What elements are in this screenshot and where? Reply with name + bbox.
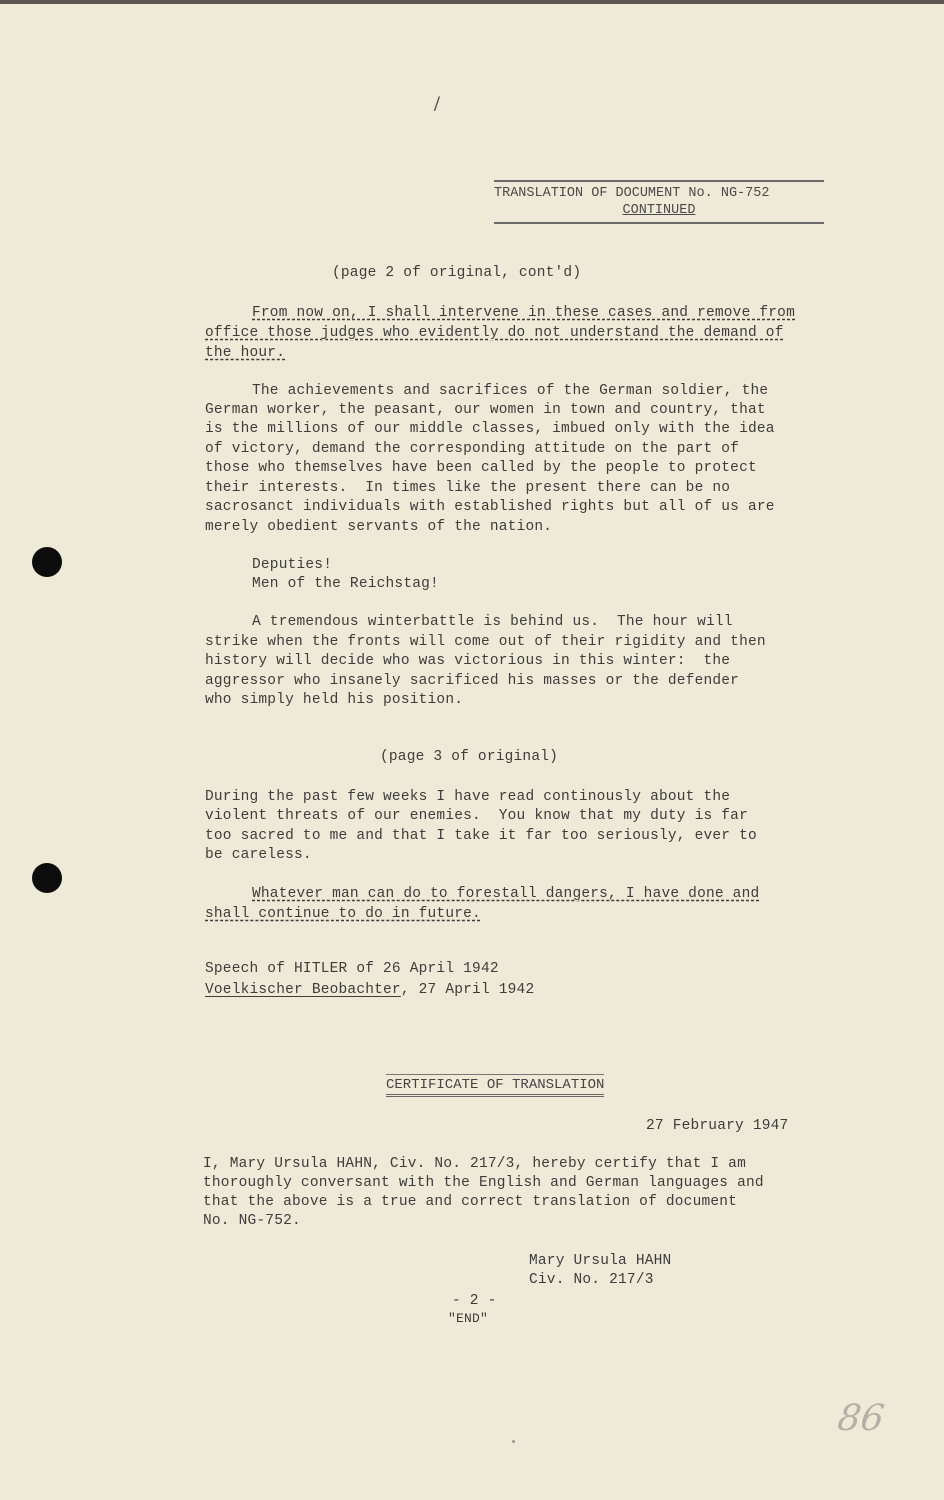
address-line: Men of the Reichstag! bbox=[252, 576, 439, 592]
para3-line: who simply held his position. bbox=[205, 692, 464, 708]
para3-line: history will decide who was victorious in this winter: the bbox=[205, 653, 731, 669]
para5-line: Whatever man can do to forestall dangers, I have done and bbox=[252, 886, 760, 902]
signer-civ-number: Civ. No. 217/3 bbox=[529, 1272, 654, 1288]
certificate-title: CERTIFICATE OF TRANSLATION bbox=[386, 1074, 604, 1097]
para2-line: is the millions of our middle classes, imbued only with the idea bbox=[205, 421, 775, 437]
source-line bbox=[205, 981, 534, 1001]
certificate-body-line: that the above is a true and correct translation of document bbox=[203, 1194, 738, 1210]
header-continued: CONTINUED bbox=[622, 203, 696, 218]
para3-line: A tremendous winterbattle is behind us. The hour will bbox=[252, 614, 733, 630]
para2-line: The achievements and sacrifices of the German soldier, the bbox=[252, 383, 769, 399]
page-reference: (page 3 of original) bbox=[380, 749, 559, 765]
para2-line: those who themselves have been called by the people to protect bbox=[205, 460, 757, 476]
pencil-mark: / bbox=[430, 95, 445, 117]
para2-line: of victory, demand the corresponding attitude on the part of bbox=[205, 441, 740, 457]
para4-line: violent threats of our enemies. You know that my duty is far bbox=[205, 808, 748, 824]
certificate-date: 27 February 1947 bbox=[646, 1118, 789, 1134]
para5-line: shall continue to do in future. bbox=[205, 906, 481, 922]
scan-edge bbox=[0, 0, 944, 4]
document-header bbox=[494, 180, 824, 224]
para4-line: too sacred to me and that I take it far too seriously, ever to bbox=[205, 828, 757, 844]
para4-line: be careless. bbox=[205, 847, 312, 863]
certificate-body-line: I, Mary Ursula HAHN, Civ. No. 217/3, hereby certify that I am bbox=[203, 1156, 746, 1172]
source-line: Speech of HITLER of 26 April 1942 bbox=[205, 961, 499, 977]
certificate-body-line: No. NG-752. bbox=[203, 1213, 301, 1229]
signer-name: Mary Ursula HAHN bbox=[529, 1253, 672, 1269]
page-footer-number: - 2 - bbox=[452, 1293, 497, 1309]
para1-line: the hour. bbox=[205, 345, 286, 361]
binder-hole bbox=[32, 863, 62, 893]
para2-line: merely obedient servants of the nation. bbox=[205, 519, 553, 535]
header-title: TRANSLATION OF DOCUMENT No. NG-752 bbox=[494, 186, 770, 201]
para3-line: aggressor who insanely sacrificed his masses or the defender bbox=[205, 673, 740, 689]
para3-line: strike when the fronts will come out of their rigidity and then bbox=[205, 634, 766, 650]
newspaper-name: Voelkischer Beobachter bbox=[205, 982, 401, 998]
binder-hole bbox=[32, 547, 62, 577]
para1-line: From now on, I shall intervene in these cases and remove from bbox=[252, 305, 795, 321]
certificate-body-line: thoroughly conversant with the English and German languages and bbox=[203, 1175, 764, 1191]
para1-line: office those judges who evidently do not understand the demand of bbox=[205, 325, 784, 341]
speck bbox=[512, 1440, 515, 1443]
para4-line: During the past few weeks I have read continously about the bbox=[205, 789, 731, 805]
page-reference: (page 2 of original, cont'd) bbox=[332, 265, 582, 281]
para2-line: sacrosanct individuals with established rights but all of us are bbox=[205, 499, 775, 515]
address-line: Deputies! bbox=[252, 557, 333, 573]
end-marker: "END" bbox=[448, 1311, 489, 1326]
handwritten-page-number: 86 bbox=[835, 1398, 887, 1439]
para2-line: their interests. In times like the present there can be no bbox=[205, 480, 731, 496]
newspaper-date: , 27 April 1942 bbox=[400, 982, 535, 998]
para2-line: German worker, the peasant, our women in town and country, that bbox=[205, 402, 766, 418]
